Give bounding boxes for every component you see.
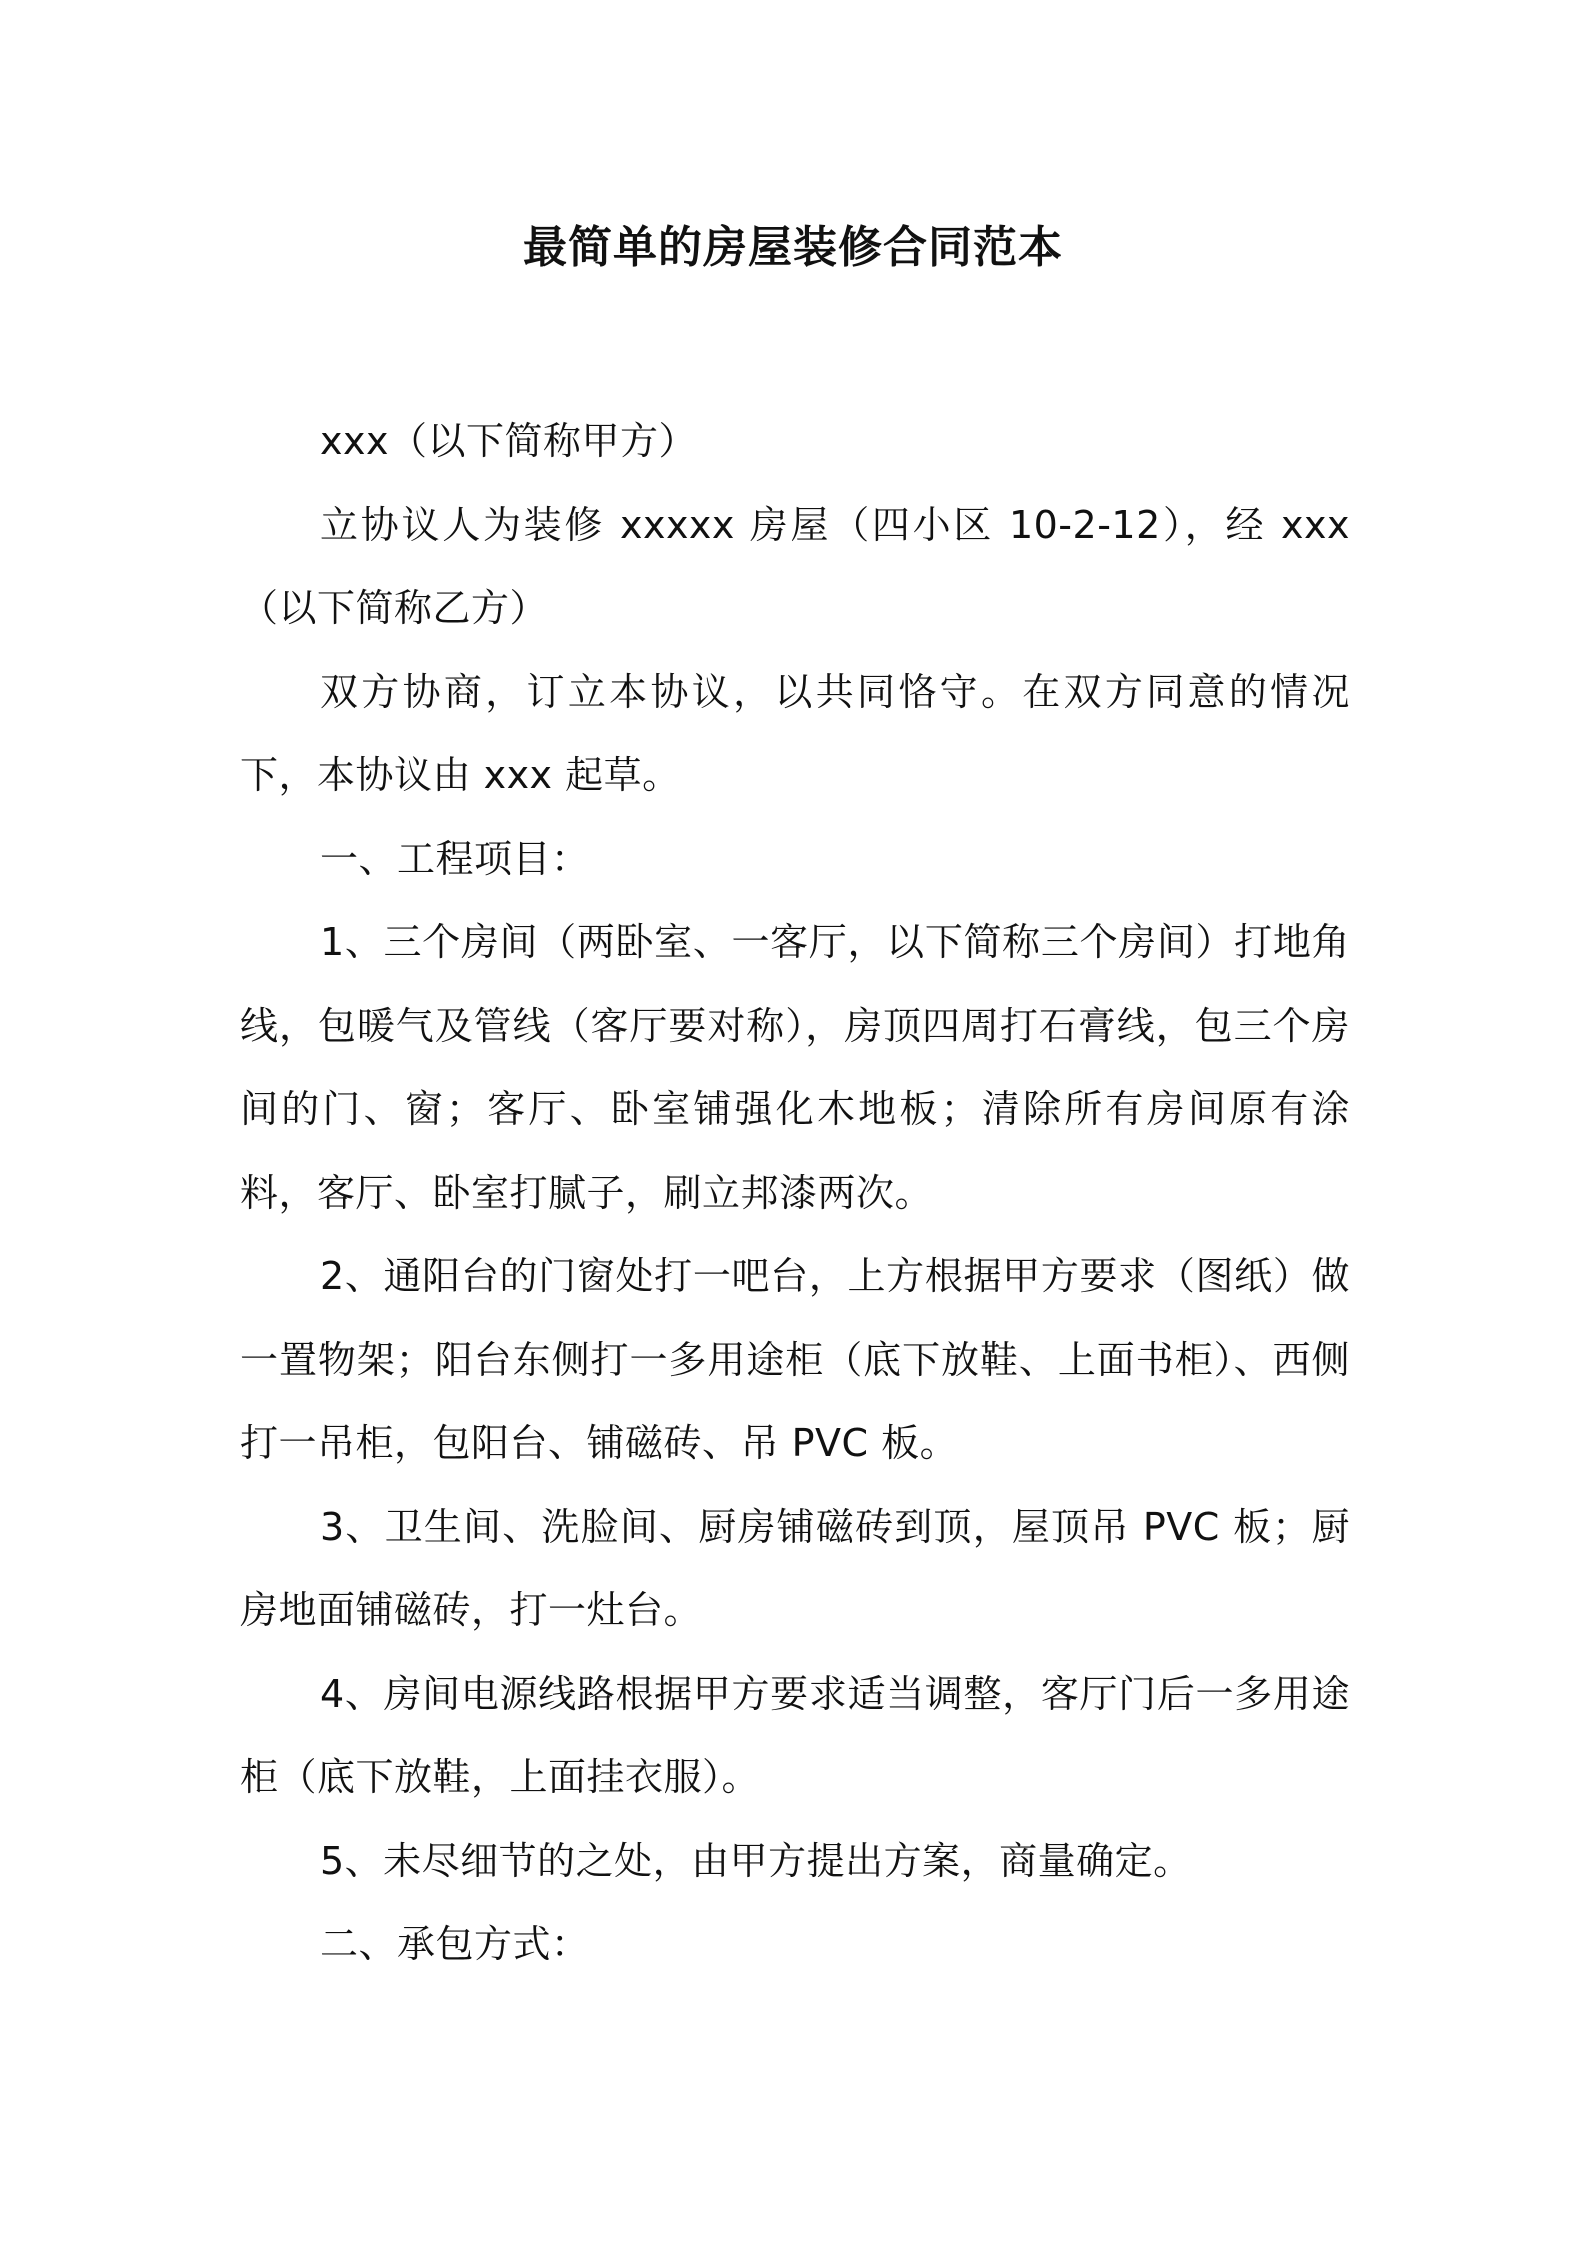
agreement-party-line: 立协议人为装修 xxxxx 房屋（四小区 10-2-12），经 xxx（以下简称乙方） <box>240 502 1350 630</box>
project-item-4: 4、房间电源线路根据甲方要求适当调整，客厅门后一多用途柜（底下放鞋，上面挂衣服）。 <box>240 1671 1350 1799</box>
party-a-line: xxx（以下简称甲方） <box>320 419 697 463</box>
project-item-1: 1、三个房间（两卧室、一客厅，以下简称三个房间）打地角线，包暖气及管线（客厅要对称），房顶四周打石膏线，包三个房间的门、窗；客厅、卧室铺强化木地板；清除所有房间原有涂料，客厅、卧室打腻子，刷立邦漆两次。 <box>240 920 1350 1215</box>
negotiation-paragraph: 双方协商，订立本协议，以共同恪守。在双方同意的情况下，本协议由 xxx 起草。 <box>240 669 1350 797</box>
section-heading-project: 一、工程项目： <box>320 836 590 881</box>
section-heading-contract: 二、承包方式： <box>320 1922 590 1966</box>
project-item-2: 2、通阳台的门窗处打一吧台，上方根据甲方要求（图纸）做一置物架；阳台东侧打一多用途柜（底下放鞋、上面书柜）、西侧打一吊柜，包阳台、铺磁砖、吊 PVC 板。 <box>240 1254 1350 1465</box>
document-title: 最简单的房屋装修合同范本 <box>523 222 1063 273</box>
document-body <box>240 400 1350 1987</box>
project-item-5: 5、未尽细节的之处，由甲方提出方案，商量确定。 <box>320 1838 1192 1883</box>
project-item-3: 3、卫生间、洗脸间、厨房铺磁砖到顶，屋顶吊 PVC 板；厨房地面铺磁砖，打一灶台。 <box>240 1504 1350 1632</box>
